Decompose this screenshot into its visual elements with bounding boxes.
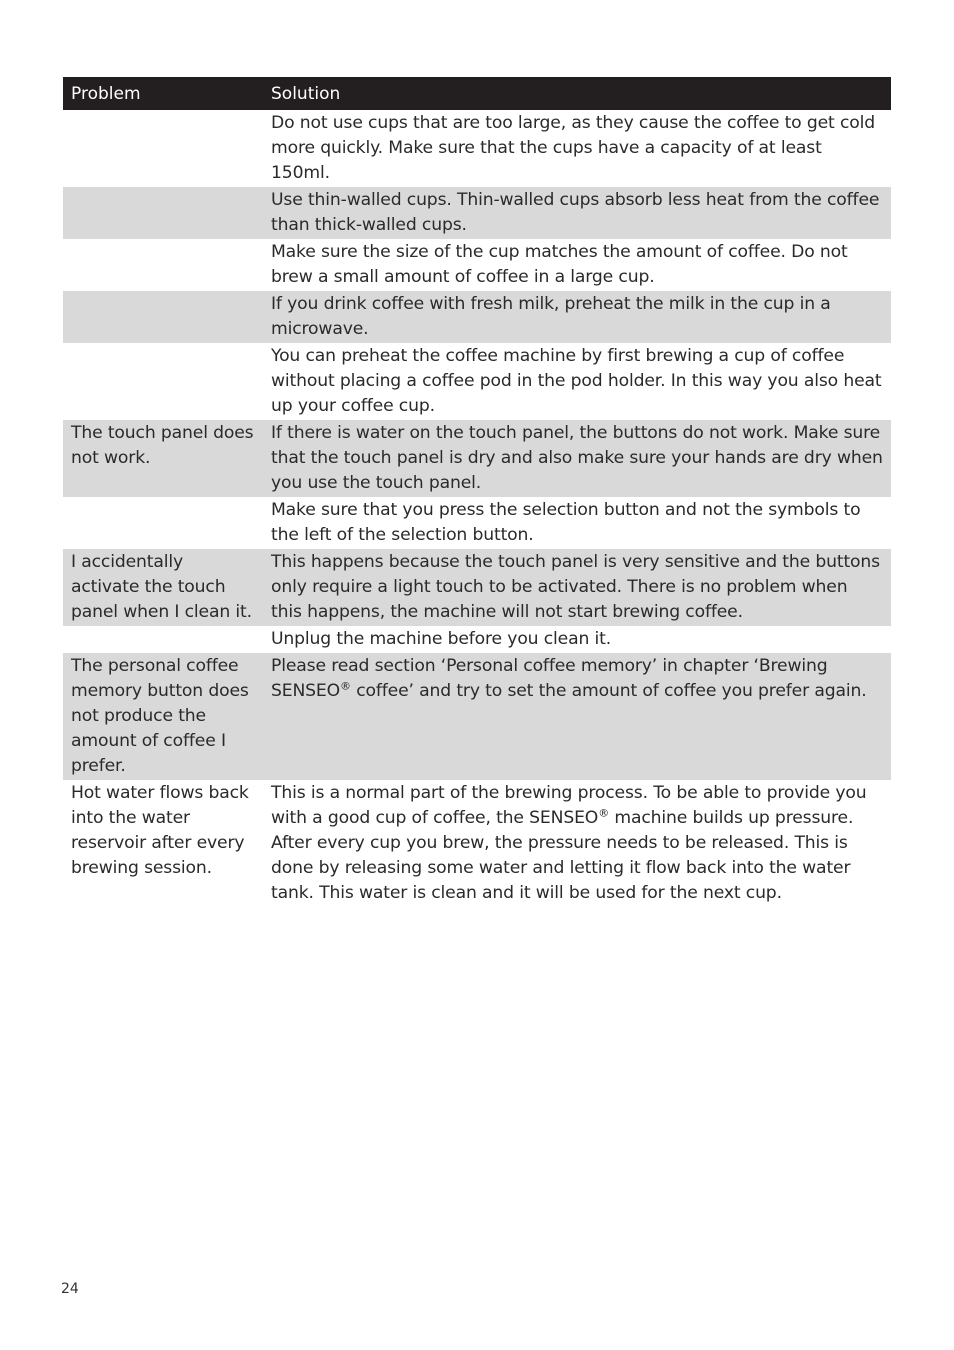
problem-cell [63,343,263,420]
problem-cell [63,110,263,187]
problem-cell [63,626,263,653]
table-header-row [63,77,891,110]
table-row [63,343,891,420]
problem-cell [63,239,263,291]
table-row [63,626,891,653]
solution-cell: Use thin-walled cups. Thin-walled cups absorb less heat from the coffee than thick-walled cups. [263,187,891,239]
problem-cell: The touch panel does not work. [63,420,263,497]
table-row [63,549,891,626]
table-row [63,110,891,187]
table-row [63,780,891,907]
table-row [63,420,891,497]
troubleshooting-table [63,77,891,907]
solution-cell: You can preheat the coffee machine by first brewing a cup of coffee without placing a coffee pod in the pod holder. In this way you also heat up your coffee cup. [263,343,891,420]
table-row [63,239,891,291]
table-row [63,187,891,239]
problem-cell [63,187,263,239]
problem-cell [63,291,263,343]
solution-cell: This is a normal part of the brewing process. To be able to provide you with a good cup of coffee, the SENSEO® machine builds up pressure. After every cup you brew, the pressure needs to be released. This is done by releasing some water and letting it flow back into the water tank. This water is clean and it will be used for the next cup. [263,780,891,907]
problem-cell: The personal coffee memory button does not produce the amount of coffee I prefer. [63,653,263,780]
solution-cell: If there is water on the touch panel, the buttons do not work. Make sure that the touch panel is dry and also make sure your hands are dry when you use the touch panel. [263,420,891,497]
solution-cell: Make sure the size of the cup matches the amount of coffee. Do not brew a small amount of coffee in a large cup. [263,239,891,291]
solution-cell: This happens because the touch panel is very sensitive and the buttons only require a light touch to be activated. There is no problem when this happens, the machine will not start brewing coffee. [263,549,891,626]
table-row [63,653,891,780]
solution-column-header: Solution [263,77,891,110]
table-row [63,497,891,549]
problem-cell: Hot water flows back into the water reservoir after every brewing session. [63,780,263,907]
solution-cell: Make sure that you press the selection button and not the symbols to the left of the selection button. [263,497,891,549]
problem-cell [63,497,263,549]
solution-cell: Do not use cups that are too large, as they cause the coffee to get cold more quickly. Make sure that the cups have a capacity of at least 150ml. [263,110,891,187]
solution-cell: Please read section ‘Personal coffee memory’ in chapter ‘Brewing SENSEO® coffee’ and try to set the amount of coffee you prefer again. [263,653,891,780]
solution-cell: If you drink coffee with fresh milk, preheat the milk in the cup in a microwave. [263,291,891,343]
problem-column-header: Problem [63,77,263,110]
page-number: 24 [61,1281,79,1297]
solution-cell: Unplug the machine before you clean it. [263,626,891,653]
problem-cell: I accidentally activate the touch panel when I clean it. [63,549,263,626]
table-row [63,291,891,343]
